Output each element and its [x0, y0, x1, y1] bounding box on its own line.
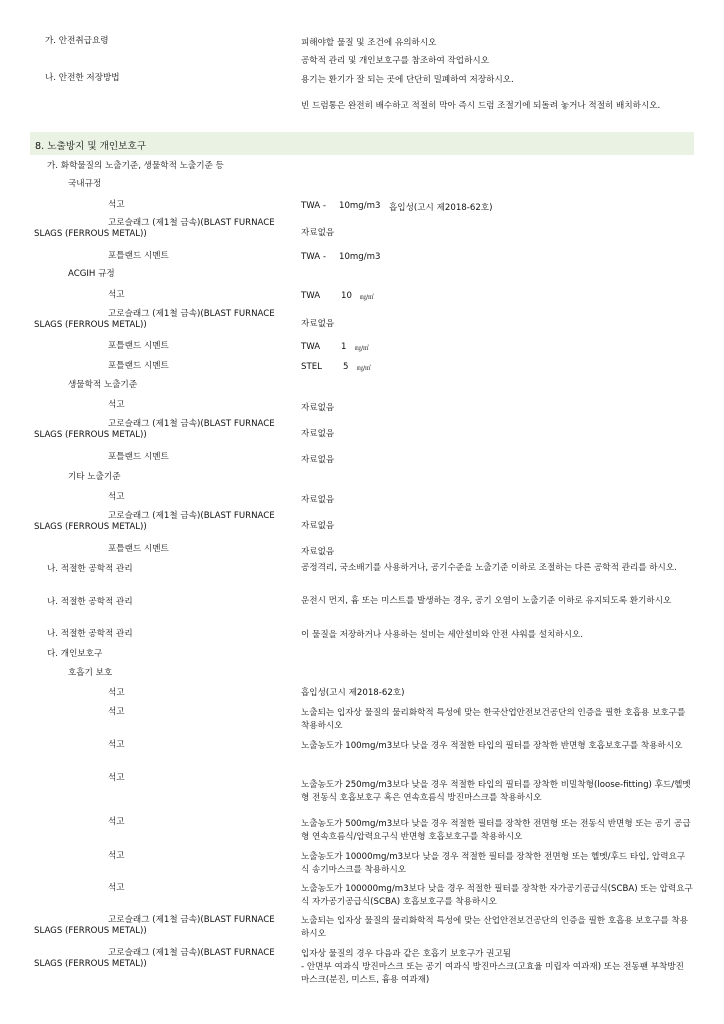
respiratory-text-8: 노출되는 입자상 물질의 물리화학적 특성에 맞는 산업안전보건공단의 인증을 필한 호흡용 보호구를 착용하시오: [301, 916, 689, 939]
control-text-2: 운전시 먼지, 흄 또는 미스트를 발생하는 경우, 공기 오염이 노출기준 이하로 유지되도록 환기하시오: [301, 596, 672, 606]
respiratory-text-3: 노출농도가 100mg/m3보다 낮을 경우 적절한 타입의 필터를 장착한 반면형 호흡보호구를 착용하시오: [301, 741, 683, 751]
respiratory-text-9-line-2: - 안면부 여과식 방진마스크 또는 공기 여과식 방진마스크(고효율 미립자 여과재) 또는 전동팬 부착방진 마스크(분진, 미스트, 흄용 여과재): [301, 962, 684, 985]
substance-gypsum: 석고: [108, 851, 125, 861]
heading-engineering-control: 나. 적절한 공학적 관리: [47, 597, 133, 607]
respiratory-text-7: 노출농도가 100000mg/m3보다 낮을 경우 적절한 필터를 장착한 자가공기공급식(SCBA) 또는 압력요구식 자가공기공급식(SCBA) 호흡보호구를 착용하시오: [301, 884, 693, 907]
value-type: TWA -: [301, 201, 326, 211]
value-no-data: 자료없음: [301, 403, 335, 413]
substance-slag-line-1: 고로슬래그 (제1철 금속)(BLAST FURNACE: [108, 948, 275, 958]
storage-line-2: 빈 드럼통은 완전히 배수하고 적절히 막아 즉시 드럼 조절기에 되돌려 놓거나 적절히 배치하시오.: [301, 101, 661, 111]
respiratory-text-4: 노출농도가 250mg/m3보다 낮을 경우 적절한 타입의 필터를 장착한 비밀착형(loose-fitting) 후드/헬멧형 전동식 호흡보호구 혹은 연속흐름식 방진마스크를 착용하시오: [301, 780, 691, 803]
substance-gypsum: 석고: [108, 817, 125, 827]
substance-gypsum: 석고: [108, 688, 125, 698]
substance-gypsum: 석고: [108, 290, 125, 300]
value-no-data: 자료없음: [301, 319, 335, 329]
control-text-3: 이 물질을 저장하거나 사용하는 설비는 세안설비와 안전 샤워를 설치하시오.: [301, 630, 583, 640]
respiratory-text-2: 노출되는 입자상 물질의 물리화학적 특성에 맞는 한국산업안전보건공단의 인증을 필한 호흡용 보호구를 착용하시오: [301, 708, 686, 731]
substance-portland-cement: 포틀랜드 시멘트: [108, 361, 169, 371]
substance-portland-cement: 포틀랜드 시멘트: [108, 544, 169, 554]
substance-slag-line-2: SLAGS (FERROUS METAL)): [34, 926, 147, 936]
value-unit: ㎎/㎥: [360, 294, 375, 301]
value-type: TWA: [301, 291, 321, 301]
substance-gypsum: 석고: [108, 492, 125, 502]
heading-biological: 생물학적 노출기준: [68, 380, 138, 390]
substance-portland-cement: 포틀랜드 시멘트: [108, 251, 169, 261]
substance-portland-cement: 포틀랜드 시멘트: [108, 341, 169, 351]
heading-safe-handling: 가. 안전취급요령: [45, 36, 109, 46]
handling-line-2: 공학적 관리 및 개인보호구를 참조하여 작업하시오: [301, 56, 489, 66]
value-amount: 5: [343, 362, 349, 372]
heading-respiratory: 호흡기 보호: [68, 668, 113, 678]
value-amount: 10: [341, 291, 352, 301]
heading-engineering-control: 나. 적절한 공학적 관리: [47, 564, 133, 574]
value-type: STEL: [301, 362, 322, 372]
respiratory-text-9-line-1: 입자상 물질의 경우 다음과 같은 호흡기 보호구가 권고됨: [301, 949, 512, 959]
heading-safe-storage: 나. 안전한 저장방법: [45, 73, 120, 83]
section-8-header: [30, 132, 694, 155]
substance-gypsum: 석고: [108, 740, 125, 750]
value-amount: 10mg/m3: [339, 201, 381, 211]
value-unit: ㎎/㎥: [355, 345, 370, 352]
substance-slag-line-2: SLAGS (FERROUS METAL)): [34, 959, 147, 969]
heading-domestic-regulation: 국내규정: [68, 179, 102, 189]
heading-other-standards: 기타 노출기준: [68, 472, 121, 482]
value-type: TWA -: [301, 252, 326, 262]
substance-slag-line-1: 고로슬래그 (제1철 금속)(BLAST FURNACE: [108, 218, 275, 228]
value-no-data: 자료없음: [301, 228, 335, 238]
section-8-title: 8. 노출방지 및 개인보호구: [35, 141, 146, 152]
value-amount: 10mg/m3: [339, 252, 381, 262]
substance-slag-line-1: 고로슬래그 (제1철 금속)(BLAST FURNACE: [108, 511, 275, 521]
value-unit: ㎎/㎥: [357, 365, 372, 372]
substance-slag-line-2: SLAGS (FERROUS METAL)): [34, 430, 147, 440]
substance-slag-line-2: SLAGS (FERROUS METAL)): [34, 320, 147, 330]
value-note: 흡입성(고시 제2018-62호): [389, 203, 493, 213]
storage-line-1: 용기는 환기가 잘 되는 곳에 단단히 밀폐하여 저장하시오.: [301, 75, 514, 85]
value-no-data: 자료없음: [301, 455, 335, 465]
substance-slag-line-1: 고로슬래그 (제1철 금속)(BLAST FURNACE: [108, 419, 275, 429]
substance-slag-line-2: SLAGS (FERROUS METAL)): [34, 522, 147, 532]
handling-line-1: 피해야할 물질 및 조건에 유의하시오: [301, 38, 437, 48]
substance-slag-line-2: SLAGS (FERROUS METAL)): [34, 229, 147, 239]
substance-slag-line-1: 고로슬래그 (제1철 금속)(BLAST FURNACE: [108, 309, 275, 319]
respiratory-text-1: 흡입성(고시 제2018-62호): [301, 688, 405, 698]
substance-gypsum: 석고: [108, 200, 125, 210]
substance-gypsum: 석고: [108, 883, 125, 893]
heading-ppe: 다. 개인보호구: [47, 649, 103, 659]
value-no-data: 자료없음: [301, 521, 335, 531]
substance-gypsum: 석고: [108, 773, 125, 783]
value-amount: 1: [341, 342, 347, 352]
heading-exposure-standards: 가. 화학물질의 노출기준, 생물학적 노출기준 등: [47, 161, 224, 171]
heading-acgih: ACGIH 규정: [68, 269, 115, 279]
substance-portland-cement: 포틀랜드 시멘트: [108, 452, 169, 462]
respiratory-text-5: 노출농도가 500mg/m3보다 낮을 경우 적절한 필터를 장착한 전면형 또는 전동식 반면형 또는 공기 공급형 연속흐름식/압력요구식 반면형 호흡보호구를 착용하시오: [301, 819, 691, 842]
value-no-data: 자료없음: [301, 495, 335, 505]
heading-engineering-control: 나. 적절한 공학적 관리: [47, 629, 133, 639]
control-text-1: 공정격리, 국소배기를 사용하거나, 공기수준을 노출기준 이하로 조절하는 다른 공학적 관리를 하시오.: [301, 563, 677, 573]
respiratory-text-6: 노출농도가 10000mg/m3보다 낮을 경우 적절한 필터를 장착한 전면형 또는 헬멧/후드 타입, 압력요구식 송기마스크를 착용하시오: [301, 852, 686, 875]
substance-slag-line-1: 고로슬래그 (제1철 금속)(BLAST FURNACE: [108, 915, 275, 925]
substance-gypsum: 석고: [108, 707, 125, 717]
substance-gypsum: 석고: [108, 400, 125, 410]
value-no-data: 자료없음: [301, 547, 335, 557]
value-no-data: 자료없음: [301, 429, 335, 439]
value-type: TWA: [301, 342, 321, 352]
